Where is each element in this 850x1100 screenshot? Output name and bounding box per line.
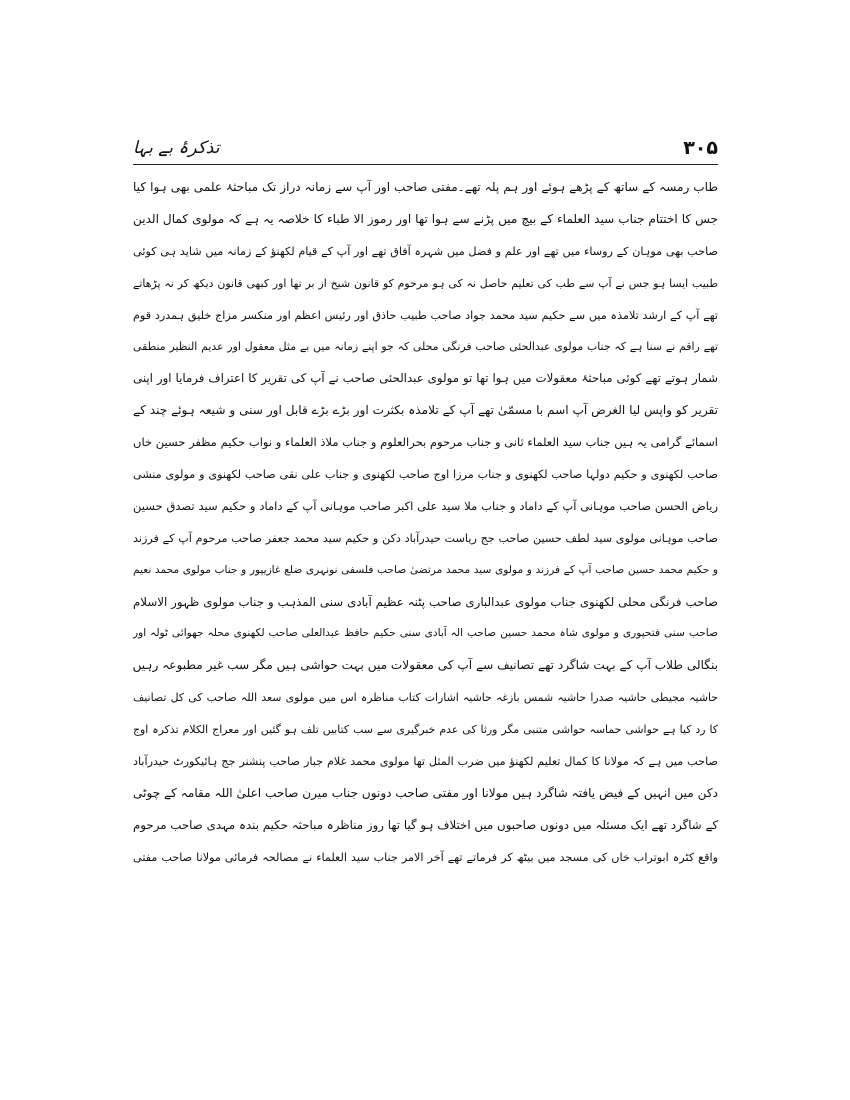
text-line: صاحب فرنگی محلی لکھنوی جناب مولوی عبدالباری صاحب پٹنہ عظیم آبادی سنی المذہب و جناب مولوی ظہور الاسلام bbox=[133, 594, 718, 609]
text-line: شمار ہوتے تھے کوئی مباحثۂ معقولات میں ہوا تھا تو مولوی عبدالحئی صاحب نے آپ کی تقریر کا اعتراف فرمایا اور اپنی bbox=[133, 371, 718, 386]
text-line: طبیب ایسا ہو جس نے آپ سے طب کی تعلیم حاصل نہ کی ہو مرحوم کو قانون شیخ از بر تھا اور کبھی قانون دیکھ کر نہ پڑھاتے bbox=[133, 276, 718, 290]
text-line: جس کا اختتام جناب سید العلماء کے بیچ میں پڑنے سے ہوا تھا اور رموز الا طباء کا خلاصہ یہ ہے کہ مولوی کمال الدین bbox=[133, 211, 718, 226]
text-line: واقع کٹرہ ابوتراب خاں کی مسجد میں بیٹھ کر فرماتے تھے آخر الامر جناب سید العلماء نے مصالحہ فرمائی مولانا صاحب مفتی bbox=[133, 850, 718, 864]
body-text bbox=[133, 172, 718, 874]
text-line: تقریر کو واپس لیا الغرض آپ اسم با مسمّیٰ تھے آپ کے تلامذہ بکثرت اور بڑے بڑے قابل اور سنی و شیعہ ہوئے چند کے bbox=[133, 403, 718, 418]
text-line: و حکیم محمد حسین صاحب آپ کے فرزند و مولوی سید محمد مرتضیٰ صاحب فلسفی نونہری ضلع غازیپور و جناب مولوی محمد نعیم bbox=[133, 563, 718, 576]
text-line: طاب رمسہ کے ساتھ کے پڑھے ہوئے اور ہم پلہ تھے۔مفتی صاحب اور آپ سے زمانہ دراز تک مباحثۂ علمی بھی ہوا کیا bbox=[133, 180, 718, 194]
text-line: دکن میں انہیں کے فیض یافتہ شاگرد ہیں مولانا اور مفتی صاحب دونوں جناب میرن صاحب اعلیٰ اللہ مقامہ کے چوٹی bbox=[133, 785, 718, 800]
text-line: صاحب سنی فتحپوری و مولوی شاہ محمد حسین صاحب الہ آبادی سنی حکیم حافظ عبدالعلی صاحب لکھنوی محلہ جھوائی ٹولہ اور bbox=[133, 627, 718, 640]
running-title: تذکرۂ بے بہا bbox=[133, 138, 220, 158]
text-line: کے شاگرد تھے ایک مسئلہ میں دونوں صاحبوں میں اختلاف ہو گیا تھا روز مناظرہ مباحثہ حکیم بندہ مہدی صاحب مرحوم bbox=[133, 817, 718, 832]
text-line: صاحب میں ہے کہ مولانا کا کمال تعلیم لکھنؤ میں ضرب المثل تھا مولوی محمد غلام جبار صاحب پنشنر جج ہائیکورٹ حیدرآباد bbox=[133, 755, 718, 769]
text-line: تھے آپ کے ارشد تلامذہ میں سے حکیم سید محمد جواد صاحب طبیب حاذق اور رئیس اعظم اور منکسر مزاج خلیق ہمدرد قوم bbox=[133, 308, 718, 322]
text-line: ریاض الحسن صاحب موہانی آپ کے داماد و جناب ملا سید علی اکبر صاحب موہانی آپ کے داماد و حکیم سید تصدق حسین bbox=[133, 498, 718, 513]
text-line: حاشیہ مجیطی حاشیہ صدرا حاشیہ شمس بازغہ حاشیہ اشارات کتاب مناظرہ اس میں مولوی سعد اللہ صاحب کی کل تصانیف bbox=[133, 691, 718, 705]
text-line: صاحب بھی موہان کے روساء میں تھے اور علم و فضل میں شہرہ آفاق تھے اور آپ کے قیام لکھنؤ کے زمانہ میں شاید ہی کوئی bbox=[133, 244, 718, 258]
text-line: کا رد کیا ہے حواشی حماسہ حواشی متنبی مگر ورثا کی عدم خبرگیری سے سب کتابیں تلف ہو گئیں اور معراج الکلام تذکرہ اوج bbox=[133, 723, 718, 737]
page-header bbox=[133, 136, 718, 162]
text-line: صاحب لکھنوی و حکیم دولہا صاحب لکھنوی و جناب مرزا اوج صاحب لکھنوی و جناب علی نقی صاحب لکھنوی و مولوی منشی bbox=[133, 468, 718, 482]
text-line: تھے راقم نے سنا ہے کہ جناب مولوی عبدالحئی صاحب فرنگی محلی کہ جو اپنے زمانہ میں بے مثل معقول اور عدیم النظیر منطقی bbox=[133, 340, 718, 354]
text-line: اسمائے گرامی یہ ہیں جناب سید العلماء ثانی و جناب مرحوم بحرالعلوم و جناب ملاذ العلماء و نواب حکیم مظفر حسین خاں bbox=[133, 435, 718, 450]
text-line: بنگالی طلاب آپ کے بہت شاگرد تھے تصانیف سے آپ کی معقولات میں بہت حواشی ہیں مگر سب غیر مطبوعہ رہیں bbox=[133, 658, 718, 673]
header-rule bbox=[133, 164, 718, 165]
text-line: صاحب موہانی مولوی سید لطف حسین صاحب جج ریاست حیدرآباد دکن و حکیم سید محمد جعفر صاحب مرحوم آپ کے فرزند bbox=[133, 531, 718, 545]
page-number: ۳۰۵ bbox=[683, 137, 718, 159]
